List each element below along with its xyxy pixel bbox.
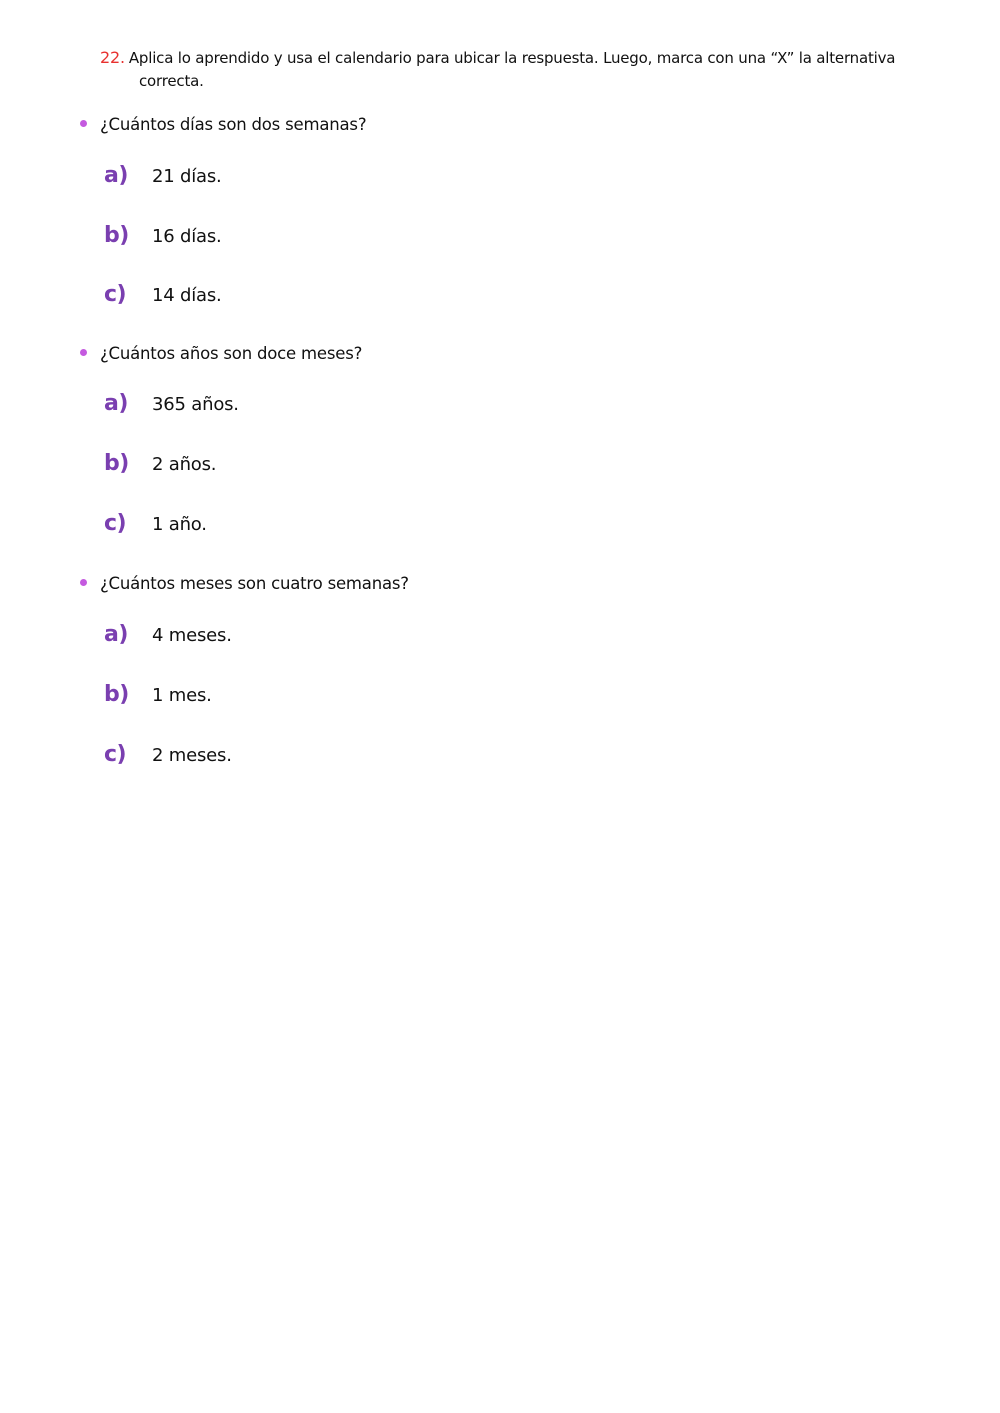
option-letter: a) [104, 622, 128, 647]
option-letter: b) [104, 451, 129, 476]
instruction-text: Aplica lo aprendido y usa el calendario para ubicar la respuesta. Luego, marca con una “X” la alternativa [128, 49, 896, 67]
question-3 [80, 573, 409, 595]
option-text: 4 meses. [152, 625, 232, 646]
option-2b[interactable] [104, 451, 216, 481]
option-text: 1 año. [152, 514, 207, 535]
question-number: 22. [100, 48, 125, 67]
option-2a[interactable] [104, 391, 239, 421]
question-text: ¿Cuántos días son dos semanas? [100, 115, 367, 134]
option-3b[interactable] [104, 682, 212, 712]
option-3c[interactable] [104, 742, 232, 772]
question-2 [80, 343, 362, 365]
option-letter: c) [104, 282, 127, 307]
instruction-text-continuation: correcta. [139, 72, 204, 90]
option-letter: c) [104, 511, 127, 536]
bullet-icon [80, 579, 87, 586]
option-text: 365 años. [152, 394, 239, 415]
option-1b[interactable] [104, 223, 222, 253]
option-2c[interactable] [104, 511, 207, 541]
option-letter: c) [104, 742, 127, 767]
option-text: 16 días. [152, 226, 222, 247]
option-text: 21 días. [152, 166, 222, 187]
question-text: ¿Cuántos años son doce meses? [100, 344, 363, 363]
question-text: ¿Cuántos meses son cuatro semanas? [100, 574, 409, 593]
option-letter: b) [104, 223, 129, 248]
option-text: 14 días. [152, 285, 222, 306]
instruction [100, 46, 940, 93]
option-letter: a) [104, 391, 128, 416]
option-1c[interactable] [104, 282, 222, 312]
option-text: 2 años. [152, 454, 217, 475]
option-letter: a) [104, 163, 128, 188]
bullet-icon [80, 120, 87, 127]
option-letter: b) [104, 682, 129, 707]
bullet-icon [80, 349, 87, 356]
option-1a[interactable] [104, 163, 222, 193]
option-text: 1 mes. [152, 685, 212, 706]
question-1 [80, 114, 366, 136]
option-text: 2 meses. [152, 745, 232, 766]
option-3a[interactable] [104, 622, 232, 652]
